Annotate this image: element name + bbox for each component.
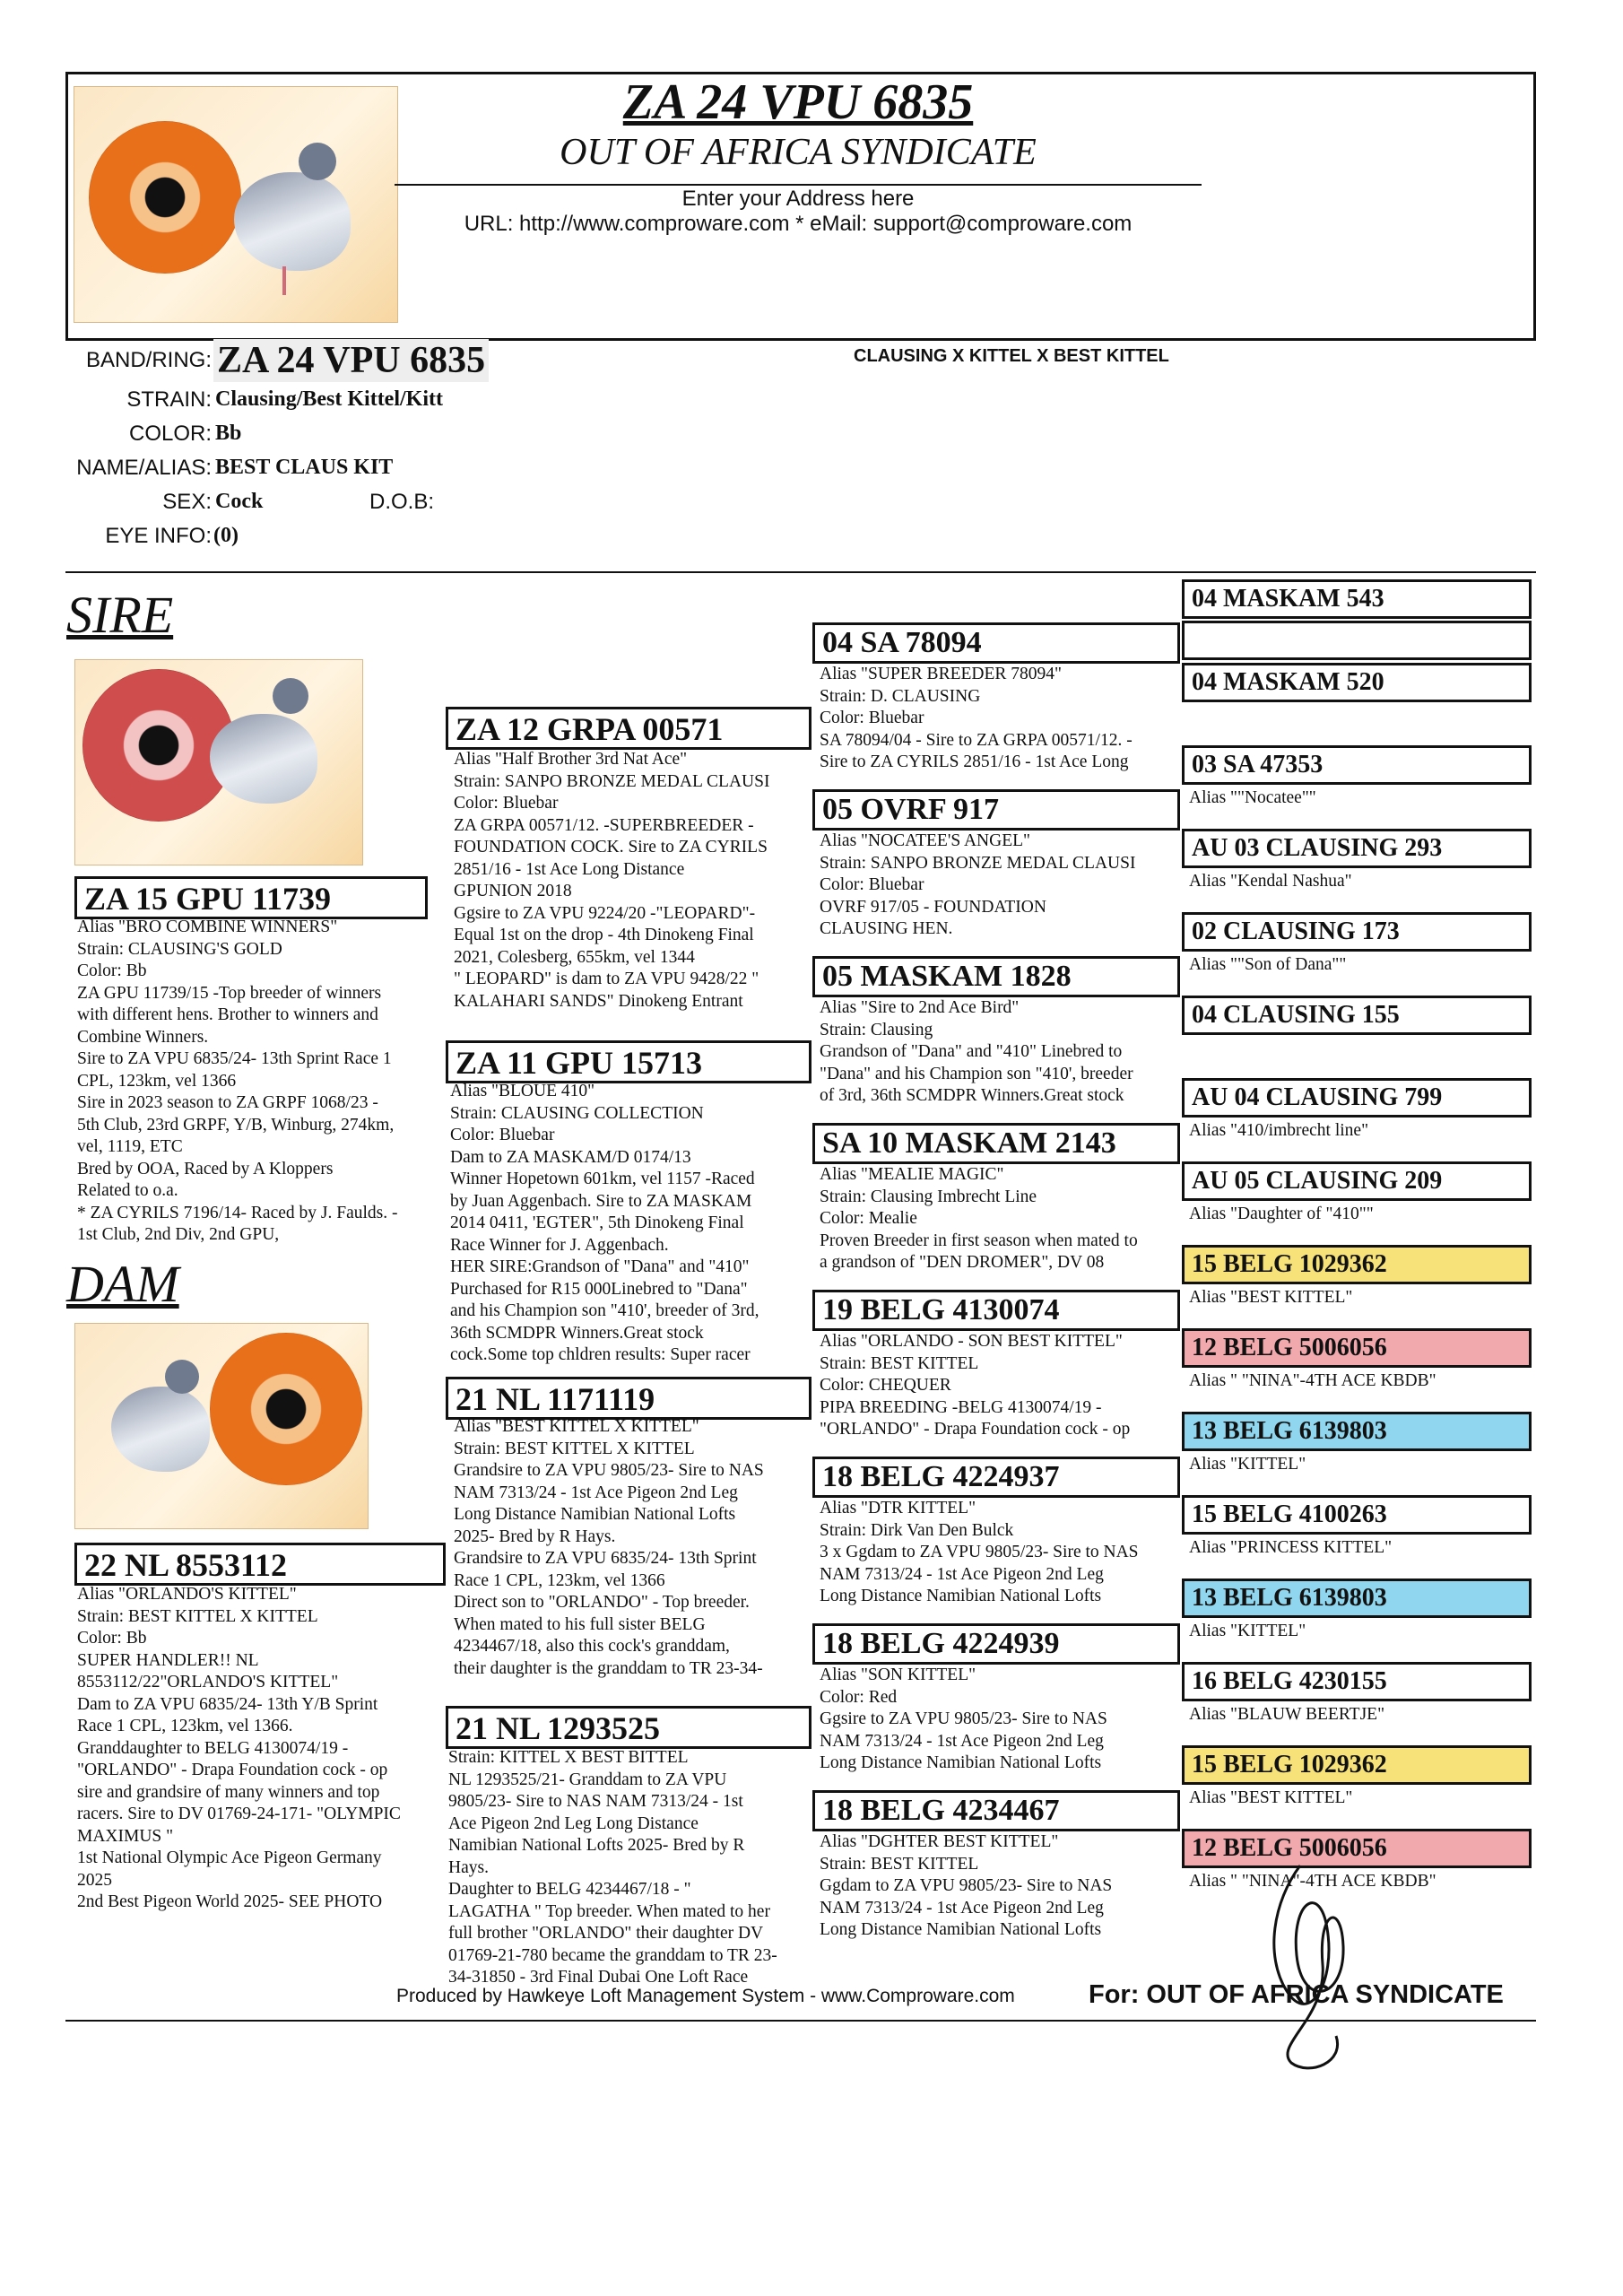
gen4-band-17: 12 BELG 5006056 (1182, 1829, 1532, 1868)
gen4-alias-6: Alias ""Son of Dana"" (1189, 955, 1347, 974)
gen1-sire-details: Alias "BRO COMBINE WINNERS" Strain: CLAUSING'S GOLD Color: Bb ZA GPU 11739/15 -Top breeder of winners with different hens. Brother to winners and Combine Winners. Sire to ZA VPU 6835/24- 13th Sprint Race 1 CPL, 123km, vel 1366 Sire in 2023 season to ZA GRPF 1068/23 - 5th Club, 23rd GRPF, Y/B, Winburg, 274km, vel, 1119, ETC Bred by OOA, Raced by A Kloppers Related to o.a. * ZA CYRILS 7196/14- Raced by J. Faulds. - 1st Club, 2nd Div, 2nd GPU, (77, 918, 398, 1244)
gen4-band-10: 15 BELG 1029362 (1182, 1245, 1532, 1284)
gen3-details-3: Alias "Sire to 2nd Ace Bird" Strain: Clausing Grandson of "Dana" and "410" Linebred to "Dana" and his Champion son "410', breeder of 3rd, 36th SCMDPR Winners.Great stock (820, 998, 1133, 1105)
gen3-details-6: Alias "DTR KITTEL" Strain: Dirk Van Den Bulck 3 x Ggdam to ZA VPU 9805/23- Sire to NAS NAM 7313/24 - 1st Ace Pigeon 2nd Leg Long Distance Namibian National Lofts (820, 1499, 1139, 1605)
gen1-dam-details: Alias "ORLANDO'S KITTEL" Strain: BEST KITTEL X KITTEL Color: Bb SUPER HANDLER!! NL 8553112/22"ORLANDO'S KITTEL" Dam to ZA VPU 6835/24- 13th Y/B Sprint Race 1 CPL, 123km, vel 1366. Granddaughter to BELG 4130074/19 - "ORLANDO" - Drapa Foundation cock - op sire and grandsire of many winners and top racers. Sire to DV 01769-24-171- "OLYMPIC MAXIMUS " 1st National Olympic Ace Pigeon Germany 2025 2nd Best Pigeon World 2025- SEE PHOTO (77, 1585, 401, 1911)
gen4-band-11: 12 BELG 5006056 (1182, 1328, 1532, 1368)
gen4-alias-17: Alias " "NINA"-4TH ACE KBDB" (1189, 1872, 1436, 1891)
gen4-alias-15: Alias "BLAUW BEERTJE" (1189, 1705, 1385, 1724)
gen2-band-3: 21 NL 1171119 (446, 1377, 812, 1420)
gen2-band-4: 21 NL 1293525 (446, 1706, 812, 1749)
gen1-sire-band: ZA 15 GPU 11739 (74, 876, 428, 919)
strain-value: Clausing/Best Kittel/Kitt (215, 387, 443, 411)
header-url: URL: http://www.comproware.com * eMail: support@comproware.com (464, 212, 1133, 236)
gen4-band-4: 03 SA 47353 (1182, 745, 1532, 785)
header-address: Enter your Address here (681, 187, 915, 211)
gen3-band-8: 18 BELG 4234467 (812, 1790, 1180, 1831)
gen3-band-6: 18 BELG 4224937 (812, 1457, 1180, 1498)
eye-image (89, 121, 241, 274)
pigeon-head (165, 1360, 199, 1394)
pigeon-image (210, 714, 317, 804)
gen4-band-6: 02 CLAUSING 173 (1182, 912, 1532, 952)
gen4-alias-9: Alias "Daughter of "410"" (1189, 1205, 1374, 1223)
gen3-details-1: Alias "SUPER BREEDER 78094" Strain: D. CLAUSING Color: Bluebar SA 78094/04 - Sire to ZA GRPA 00571/12. - Sire to ZA CYRILS 2851/16 - 1st Ace Long (820, 665, 1133, 771)
gen2-details-2: Alias "BLOUE 410" Strain: CLAUSING COLLECTION Color: Bluebar Dam to ZA MASKAM/D 0174/13 Winner Hopetown 601km, vel 1157 -Raced by Juan Aggenbach. Sire to ZA MASKAM 2014 0411, 'EGTER", 5th Dinokeng Final Race Winner for J. Aggenbach. HER SIRE:Grandson of "Dana" and "410" Purchased for R15 000Linebred to "Dana" and his Champion son "410', breeder of 3rd, 36th SCMDPR Winners.Great stock cock.Some top chldren results: Super racer (450, 1082, 759, 1364)
gen4-band-8: AU 04 CLAUSING 799 (1182, 1078, 1532, 1118)
gen4-band-1: 04 MASKAM 543 (1182, 579, 1532, 619)
gen4-band-15: 16 BELG 4230155 (1182, 1662, 1532, 1701)
gen3-band-3: 05 MASKAM 1828 (812, 956, 1180, 997)
gen4-alias-14: Alias "KITTEL" (1189, 1622, 1306, 1640)
gen4-band-5: AU 03 CLAUSING 293 (1182, 829, 1532, 868)
gen3-band-1: 04 SA 78094 (812, 622, 1180, 664)
gen4-alias-10: Alias "BEST KITTEL" (1189, 1288, 1353, 1307)
gen3-details-8: Alias "DGHTER BEST KITTEL" Strain: BEST KITTEL Ggdam to ZA VPU 9805/23- Sire to NAS NAM 7313/24 - 1st Ace Pigeon 2nd Leg Long Distance Namibian National Lofts (820, 1832, 1113, 1939)
gen3-details-2: Alias "NOCATEE'S ANGEL" Strain: SANPO BRONZE MEDAL CLAUSI Color: Bluebar OVRF 917/05 - FOUNDATION CLAUSING HEN. (820, 831, 1136, 938)
gen2-band-1: ZA 12 GRPA 00571 (446, 707, 812, 750)
color-label: COLOR: (128, 422, 212, 446)
gen3-details-5: Alias "ORLANDO - SON BEST KITTEL" Strain: BEST KITTEL Color: CHEQUER PIPA BREEDING -BELG 4130074/19 - "ORLANDO" - Drapa Foundation cock - op (820, 1332, 1131, 1439)
gen4-band-9: AU 05 CLAUSING 209 (1182, 1161, 1532, 1201)
sex-value: Cock (215, 490, 264, 513)
pigeon-head (273, 678, 308, 714)
signature-icon (1237, 1848, 1399, 2081)
eye-image (210, 1333, 362, 1485)
name-value: BEST CLAUS KIT (215, 456, 394, 479)
dam-photo (74, 1323, 369, 1529)
name-label: NAME/ALIAS: (76, 456, 212, 480)
cross-text: CLAUSING X KITTEL X BEST KITTEL (854, 346, 1169, 366)
gen2-details-4: Strain: KITTEL X BEST BITTEL NL 1293525/21- Granddam to ZA VPU 9805/23- Sire to NAS NAM 7313/24 - 1st Ace Pigeon 2nd Leg Long Distance Namibian National Lofts 2025- Bred by R Hays. Daughter to BELG 4234467/18 - " LAGATHA " Top breeder. When mated to her full brother "ORLANDO" their daughter DV 01769-21-780 became the granddam to TR 23- 34-31850 - 3rd Final Dubai One Loft Race (448, 1748, 777, 1987)
header-photo (74, 86, 398, 323)
gen1-dam-band: 22 NL 8553112 (74, 1543, 446, 1586)
gen3-band-5: 19 BELG 4130074 (812, 1290, 1180, 1331)
strain-label: STRAIN: (126, 387, 212, 412)
gen2-band-2: ZA 11 GPU 15713 (446, 1040, 812, 1083)
gen4-band-16: 15 BELG 1029362 (1182, 1745, 1532, 1785)
header-title: ZA 24 VPU 6835 (622, 74, 974, 130)
gen4-band-7: 04 CLAUSING 155 (1182, 996, 1532, 1035)
pigeon-image (111, 1387, 210, 1472)
gen4-alias-16: Alias "BEST KITTEL" (1189, 1788, 1353, 1807)
gen4-alias-11: Alias " "NINA"-4TH ACE KBDB" (1189, 1371, 1436, 1390)
pigeon-head (299, 143, 336, 180)
sire-photo (74, 659, 363, 865)
gen4-band-3: 04 MASKAM 520 (1182, 663, 1532, 702)
eye-label: EYE INFO: (105, 524, 212, 548)
sex-label: SEX: (162, 490, 212, 514)
pigeon-leg (282, 266, 286, 295)
band-label: BAND/RING: (85, 348, 212, 372)
gen4-alias-5: Alias "Kendal Nashua" (1189, 872, 1352, 891)
dam-heading: DAM (66, 1255, 179, 1313)
gen2-details-3: Alias "BEST KITTEL X KITTEL" Strain: BEST KITTEL X KITTEL Grandsire to ZA VPU 9805/23- Sire to NAS NAM 7313/24 - 1st Ace Pigeon 2nd Leg Long Distance Namibian National Lofts 2025- Bred by R Hays. Grandsire to ZA VPU 6835/24- 13th Sprint Race 1 CPL, 123km, vel 1366 Direct son to "ORLANDO" - Top breeder. When mated to his full sister BELG 4234467/18, also this cock's granddam, their daughter is the granddam to TR 23-34- (454, 1417, 764, 1678)
header-rule (395, 184, 1202, 186)
gen4-band-14: 13 BELG 6139803 (1182, 1578, 1532, 1618)
gen3-band-7: 18 BELG 4224939 (812, 1623, 1180, 1665)
gen3-band-2: 05 OVRF 917 (812, 789, 1180, 831)
gen4-alias-13: Alias "PRINCESS KITTEL" (1189, 1538, 1393, 1557)
color-value: Bb (215, 422, 242, 445)
eye-value: (0) (213, 524, 239, 547)
gen3-band-4: SA 10 MASKAM 2143 (812, 1123, 1180, 1164)
gen3-details-7: Alias "SON KITTEL" Color: Red Ggsire to ZA VPU 9805/23- Sire to NAS NAM 7313/24 - 1st Ace Pigeon 2nd Leg Long Distance Namibian National Lofts (820, 1665, 1107, 1772)
gen4-alias-4: Alias ""Nocatee"" (1189, 788, 1316, 807)
footer-for: For: OUT OF AFRICA SYNDICATE (1089, 1980, 1504, 2009)
gen3-details-4: Alias "MEALIE MAGIC" Strain: Clausing Imbrecht Line Color: Mealie Proven Breeder in first season when mated to a grandson of "DEN DROMER", DV 08 (820, 1165, 1138, 1272)
gen4-band-2 (1182, 621, 1532, 660)
header-syndicate: OUT OF AFRICA SYNDICATE (560, 132, 1037, 173)
footer-produced: Produced by Hawkeye Loft Management System - www.Comproware.com (396, 1986, 1015, 2006)
gen4-alias-12: Alias "KITTEL" (1189, 1455, 1306, 1474)
gen4-band-12: 13 BELG 6139803 (1182, 1412, 1532, 1451)
pigeon-image (234, 172, 351, 271)
gen4-band-13: 15 BELG 4100263 (1182, 1495, 1532, 1535)
dob-label: D.O.B: (369, 490, 435, 514)
sire-heading: SIRE (66, 586, 174, 644)
gen2-details-1: Alias "Half Brother 3rd Nat Ace" Strain: SANPO BRONZE MEDAL CLAUSI Color: Bluebar ZA GRPA 00571/12. -SUPERBREEDER - FOUNDATION COCK. Sire to ZA CYRILS 2851/16 - 1st Ace Long Distance GPUNION 2018 Ggsire to ZA VPU 9224/20 -"LEOPARD"- Equal 1st on the drop - 4th Dinokeng Final 2021, Colesberg, 655km, vel 1344 " LEOPARD" is dam to ZA VPU 9428/22 " KALAHARI SANDS" Dinokeng Entrant (454, 750, 770, 1011)
gen4-alias-8: Alias "410/imbrecht line" (1189, 1121, 1369, 1140)
band-value: ZA 24 VPU 6835 (213, 339, 489, 382)
info-divider (65, 571, 1536, 573)
